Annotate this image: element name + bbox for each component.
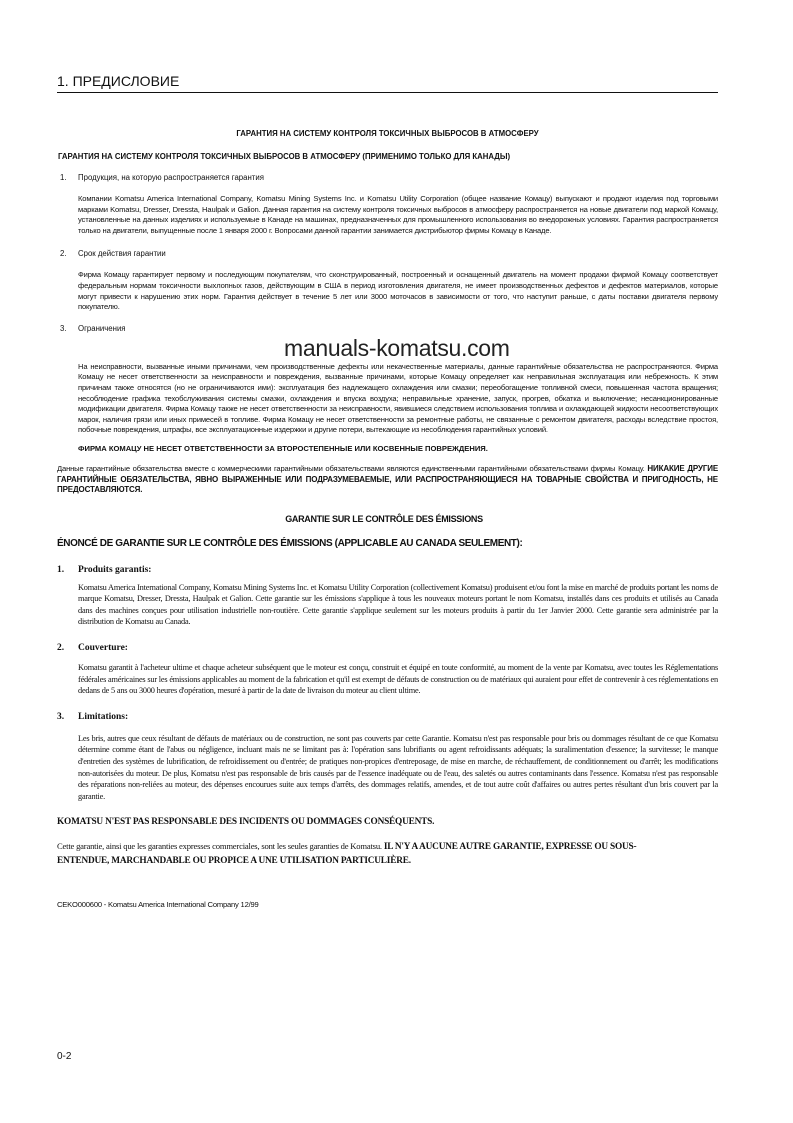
fr-section-1-text: Komatsu America International Company, Komatsu Mining Systems Inc. et Komatsu Utility Corporation (collectivement Komatsu) produisent et/ou font la mise en marché de produits portant les noms de marque Komatsu, Dresser, Dressta, Haulpak et Galion. Cette garantie sur les émissions s'applique à tous les nouveaux moteurs portant le nom Komatsu, installés dans ces produits et utilisés au Canada dans des machines conçues pour utilisation industrielle non-routière. Cette garantie s'applique seulement sur les moteurs produits à partir du 1er Janvier 2000. Cette garantie sera administrée par la distribution de Komatsu au Canada. — [78, 582, 718, 627]
ru-section-3-text: На неисправности, вызванные иными причинами, чем производственные дефекты или некачественные материалы, данные гарантийные обязательства не распространяются. Фирма Комацу не несет ответственности за неисправности и повреждения, вызванные причинами, которые Комацу определяет как неправильная эксплуатация или небрежность. К этим причинам также относятся (но не ограничиваются ими): эксплуатация без надлежащего охлаждения или смазки; переобогащение топливной смеси, повышенная частота вращения; несоблюдение графика техобслуживания системы смазки, охлаждения и впуска воздуха; неправильные хранение, запуск, прогрев, обкатка и выключение; несанкционированные модификации двигателя. Фирма Комацу также не несет ответственности за неисправности, явившиеся следствием использования топлива и охлаждающей жидкости несоответствующих марок, наличия грязи или иных примесей в топливе. Фирма Комацу не несет ответственности за ремонтные работы, не связанные с ремонтом двигателя, расходы вследствие простоя, побочные повреждения, штрафы, все эксплуатационные издержки и другие потери, вытекающие из несоблюдения гарантийных условий. — [78, 361, 718, 435]
section-heading: Produits garantis: — [78, 564, 152, 575]
fr-section-1-heading — [57, 564, 718, 576]
ru-title-2: ГАРАНТИЯ НА СИСТЕМУ КОНТРОЛЯ ТОКСИЧНЫХ ВЫБРОСОВ В АТМОСФЕРУ (ПРИМЕНИМО ТОЛЬКО ДЛЯ КАНАДЫ) — [58, 152, 511, 161]
fr-section-3-text: Les bris, autres que ceux résultant de défauts de matériaux ou de construction, ne sont pas couverts par cette Garantie. Komatsu n'est pas responsable pour bris ou dommages résultant de ce que Komatsu détermine comme étant de l'abus ou négligence, incluant mais ne se limitant pas à: l'opération sans lubrifiants ou agent refroidissants adéquats; la suralimentation d'essence; la survitesse; le manque d'entretien des systèmes de lubrification, de refroidissement ou d'entrée; de pratiques non-propices d'entreposage, de mise en marche, de réchauffement, de conditionnement ou d'arrêt; les modifications non-autorisées du moteur. De plus, Komatsu n'est pas responsable de bris causés par de l'essence inadéquate ou de l'eau, des saletés ou autres contaminants dans l'essence. Komatsu n'est pas responsable des réparations non-reliées au moteur, des dépenses encourues suite aux temps d'arrêts, des dommages relatifs, amendes, et de tout autre coût d'affaires ou autres pertes résultant d'un bris couvert par la garantie. — [78, 733, 718, 801]
page-body — [57, 129, 718, 910]
section-number: 1. — [60, 173, 67, 182]
section-number: 3. — [60, 323, 67, 333]
ru-section-1-heading — [57, 173, 718, 183]
fr-title-2: ÉNONCÉ DE GARANTIE SUR LE CONTRÔLE DES ÉMISSIONS (APPLICABLE AU CANADA SEULEMENT): — [57, 537, 523, 549]
page-number: 0-2 — [57, 1051, 72, 1062]
header-rule — [57, 92, 718, 93]
ru-closing — [57, 464, 718, 496]
ru-notice: ФИРМА КОМАЦУ НЕ НЕСЕТ ОТВЕТСТВЕННОСТИ ЗА ВТОРОСТЕПЕННЫЕ ИЛИ КОСВЕННЫЕ ПОВРЕЖДЕНИЯ. — [78, 443, 488, 453]
ru-closing-bold: НИКАКИЕ ДРУГИЕ ГАРАНТИЙНЫЕ ОБЯЗАТЕЛЬСТВА, ЯВНО ВЫРАЖЕННЫЕ ИЛИ ПОДРАЗУМЕВАЕМЫЕ, ИЛИ РАСПРОСТРАНЯЮЩИЕСЯ НА ТОВАРНЫЕ СВОЙСТВА И ПРИГОДНОСТЬ, НЕ ПРЕДОСТАВЛЯЮТСЯ. — [57, 463, 719, 495]
fr-section-2-text: Komatsu garantit à l'acheteur ultime et chaque acheteur subséquent que le moteur est conçu, construit et équipé en toute conformité, au moment de la vente par Komatsu, avec toutes les Réglementations fédérales américaines sur les émissions applicables au moment de la fabrication et qu'il est exempt de défauts de construction ou de matériaux qui auraient pour effet de contrevenir à ces réglementations en dedans de 5 ans ou 3000 heures d'opération, mesuré à partir de la date de livraison du moteur au client ultime. — [78, 663, 718, 696]
fr-section-3-heading — [57, 711, 718, 723]
section-number: 2. — [60, 249, 67, 259]
ru-title-1: ГАРАНТИЯ НА СИСТЕМУ КОНТРОЛЯ ТОКСИЧНЫХ ВЫБРОСОВ В АТМОСФЕРУ — [236, 129, 539, 138]
section-heading: Ограничения — [78, 323, 126, 333]
watermark: manuals-komatsu.com — [284, 334, 510, 361]
fr-closing-text: Cette garantie, ainsi que les garanties expresses commerciales, sont les seules garanties de Komatsu. — [57, 841, 384, 852]
fr-section-2-heading — [57, 642, 718, 654]
ru-closing-text: Данные гарантийные обязательства вместе с коммерческими гарантийными обязательствами являются единственными гарантийными обязательствами фирмы Комацу. — [57, 463, 648, 473]
section-number: 3. — [57, 711, 65, 722]
document-code: CEKO000600 - Komatsu America International Company 12/99 — [57, 900, 259, 910]
section-heading: Продукция, на которую распространяется гарантия — [78, 173, 264, 182]
page-header-title: 1. ПРЕДИСЛОВИЕ — [57, 73, 180, 89]
ru-section-1-text: Компании Komatsu America International Company, Komatsu Mining Systems Inc. и Komatsu Utility Corporation (общее название Комацу) выпускают и продают изделия под торговыми марками Komatsu, Dresser, Dressta, Haulpak и Galion. Данная гарантия на систему контроля токсичных выбросов в атмосферу распространяется на новые двигатели под маркой Комацу, установленные на данных изделиях и используемые в Канаде на машинах, предназначенных для промышленного использования во внедорожных условиях. Гарантия распространяется только на двигатели, выпущенные после 1 января 2000 г. Вопросами данной гарантии занимается дистрибьютор фирмы Комацу в Канаде. — [78, 194, 718, 235]
ru-section-3-heading — [57, 324, 718, 334]
section-heading: Couverture: — [78, 643, 128, 654]
section-number: 1. — [57, 564, 65, 575]
fr-closing — [57, 840, 677, 868]
fr-title-1: GARANTIE SUR LE CONTRÔLE DES ÉMISSIONS — [285, 513, 483, 524]
section-heading: Срок действия гарантии — [78, 249, 166, 259]
ru-section-2-heading — [57, 249, 718, 259]
ru-section-2-text: Фирма Комацу гарантирует первому и последующим покупателям, что сконструированный, построенный и оснащенный двигатель на момент продажи фирмой Комацу соответствует федеральным нормам токсичности выхлопных газов, действующим в США в период изготовления двигателя, не имеет производственных дефектов и дефектов материалов, которые могут привести к нарушению этих норм. Гарантия действует в течение 5 лет или 3000 моточасов в зависимости от того, что наступит раньше, с даты поставки двигателя первому покупателю. — [78, 270, 718, 312]
fr-closing-bold: IL N'Y A AUCUNE AUTRE GARANTIE, EXPRESSE OU SOUS-ENTENDUE, MARCHANDABLE OU PROPICE A UNE UTILISATION PARTICULIÈRE. — [57, 842, 637, 867]
fr-notice: KOMATSU N'EST PAS RESPONSABLE DES INCIDENTS OU DOMMAGES CONSÉQUENTS. — [57, 817, 435, 828]
section-number: 2. — [57, 643, 65, 654]
section-heading: Limitations: — [78, 711, 129, 722]
